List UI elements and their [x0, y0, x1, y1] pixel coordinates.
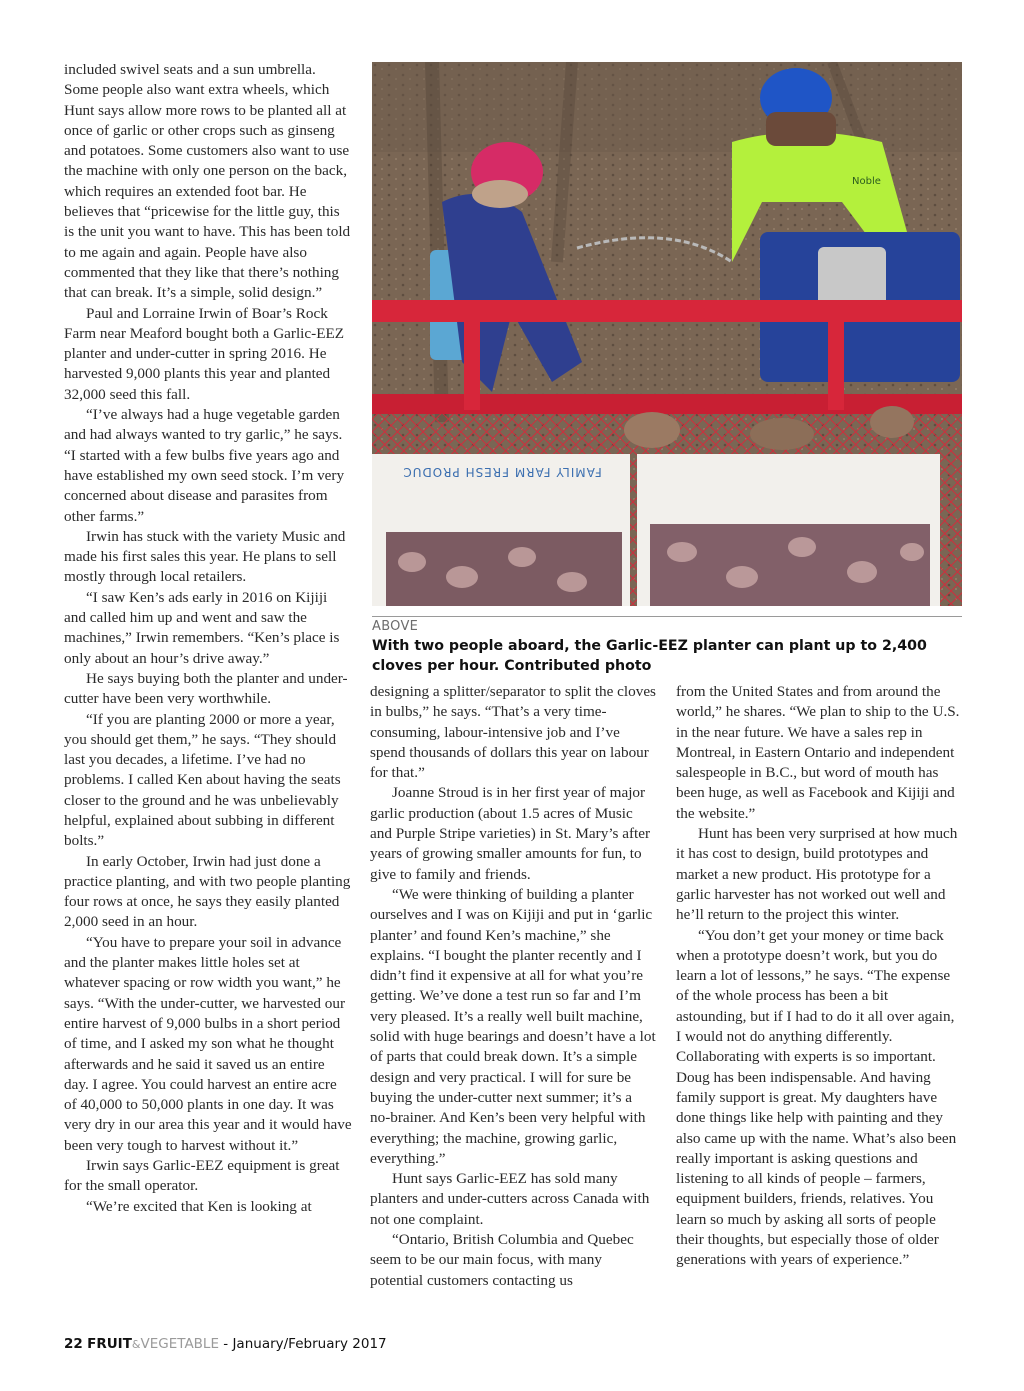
paragraph: Joanne Stroud is in her first year of major garlic production (about 1.5 acres of Music and Purple Stripe varieties) in St. Mary’s after years of growing smaller amounts for fun, to give to family and friends. [370, 784, 651, 883]
article-column-middle [370, 682, 656, 1291]
paragraph: “If you are planting 2000 or more a year, you should get them,” he says. “They should last you decades, a lifetime. I’ve had no problems. I called Ken about having the seats closer to the ground and he was unbelievably helpful, explained about subbing in different bolts.” [64, 710, 341, 850]
paragraph: Irwin has stuck with the variety Music and made his first sales this year. He plans to sell mostly through local retailers. [64, 527, 346, 586]
paragraph: “We’re excited that Ken is looking at [86, 1197, 312, 1215]
paragraph: included swivel seats and a sun umbrella. Some people also want extra wheels, which Hunt says allow more rows to be planted all at once of garlic or other crops such as ginseng and potatoes. Some customers also want to use the machine with only one person on the back, which requires an extended foot bar. He believes that “pricewise for the little guy, this is the unit you want to have. This has been told to me again and again. People have also commented that they like that there’s nothing that can break. It’s a simple, solid design.” [64, 61, 351, 302]
garlic-planter-illustration [372, 62, 962, 606]
caption-divider [372, 616, 962, 617]
paragraph: He says buying both the planter and under-cutter have been very worthwhile. [64, 669, 348, 708]
paragraph: “I’ve always had a huge vegetable garden and had always wanted to try garlic,” he says. “I started with a few bulbs five years ago and have established my own seed stock. I’m very concerned about disease and parasites from other farms.” [64, 406, 345, 525]
magazine-name-fruit: FRUIT [87, 1336, 132, 1352]
paragraph: Irwin says Garlic-EEZ equipment is great for the small operator. [64, 1157, 340, 1195]
magazine-name-ampersand: & [131, 1338, 141, 1351]
paragraph: from the United States and from around the world,” he shares. “We plan to ship to the U.S. in the near future. We have a sales rep in Montreal, in Eastern Ontario and independent salespeople in B.C., but word of mouth has been huge, as well as Facebook and Kijiji and the website.” [676, 683, 960, 822]
article-column-right [676, 682, 962, 1271]
issue-date: - January/February 2017 [219, 1336, 387, 1352]
magazine-name-vegetable: VEGETABLE [140, 1336, 219, 1352]
article-photo [372, 62, 962, 606]
paragraph: In early October, Irwin had just done a practice planting, and with two people planting four rows at once, he says they easily planted 2,000 seed in an hour. [64, 852, 351, 931]
page-number: 22 [64, 1336, 83, 1352]
photo-caption: With two people aboard, the Garlic-EEZ planter can plant up to 2,400 cloves per hour. Contributed photo [372, 638, 927, 674]
paragraph: Paul and Lorraine Irwin of Boar’s Rock Farm near Meaford bought both a Garlic-EEZ planter and under-cutter in spring 2016. He harvested 9,000 plants this year and planted 32,000 seed this fall. [64, 304, 345, 403]
shirt-logo-text: Noble [852, 176, 881, 187]
paragraph: “I saw Ken’s ads early in 2016 on Kijiji and called him up and went and saw the machines,” Irwin remembers. “Ken’s place is only about an hour’s drive away.” [64, 588, 340, 667]
paragraph: designing a splitter/separator to split the cloves in bulbs,” he says. “That’s a very time-consuming, labour-intensive job and I’ve spend thousands of dollars this year on labour for that.” [370, 683, 656, 782]
paragraph: “We were thinking of building a planter ourselves and I was on Kijiji and put in ‘garlic planter’ and found Ken’s machine,” she explains. “I bought the planter recently and I didn’t find it expensive at all for what you’re getting. We’ve done a test run so far and I’m very pleased. It’s a really well built machine, solid with huge bearings and doesn’t have a lot of parts that could break down. It’s a simple design and very practical. I will for sure be buying the under-cutter next summer; it’s a no-brainer. And Ken’s been very helpful with everything; the machine, growing garlic, everything.” [370, 885, 656, 1167]
paragraph: “Ontario, British Columbia and Quebec seem to be our main focus, with many potential customers contacting us [370, 1231, 634, 1289]
paragraph: Hunt says Garlic-EEZ has sold many planters and under-cutters across Canada with not one complaint. [370, 1170, 650, 1228]
paragraph: “You have to prepare your soil in advance and the planter makes little holes set at whatever spacing or row width you want,” he says. “With the under-cutter, we harvested our entire harvest of 9,000 bulbs in a short period of time, and I asked my son what he thought afterwards and he said it saved us an entire day. I agree. You could harvest an entire acre of 40,000 to 50,000 plants in one day. It was very dry in our area this year and it would have been very tough to harvest without it.” [64, 933, 352, 1154]
box-print-text: FAMILY FARM FRESH PRODUC [402, 465, 602, 479]
article-column-left [64, 60, 352, 1217]
caption-label: ABOVE [372, 619, 419, 634]
paragraph: Hunt has been very surprised at how much it has cost to design, build prototypes and market a new product. His prototype for a garlic harvester has not worked out well and he’ll return to the project this winter. [676, 825, 958, 924]
paragraph: “You don’t get your money or time back when a prototype doesn’t work, but you do learn a lot of lessons,” he says. “The expense of the whole process has been a bit astounding, but if I had to do it all over again, I would not do anything differently. Collaborating with experts is so important. Doug has been indispensable. And having family support is great. My daughters have done things like help with painting and they also came up with the name. What’s also been really important is asking questions and listening to all kinds of people – farmers, equipment builders, friends, relatives. You learn so much by asking all sorts of people their thoughts, but especially those of older generations with years of experience.” [676, 926, 957, 1269]
page-footer [64, 1336, 387, 1352]
